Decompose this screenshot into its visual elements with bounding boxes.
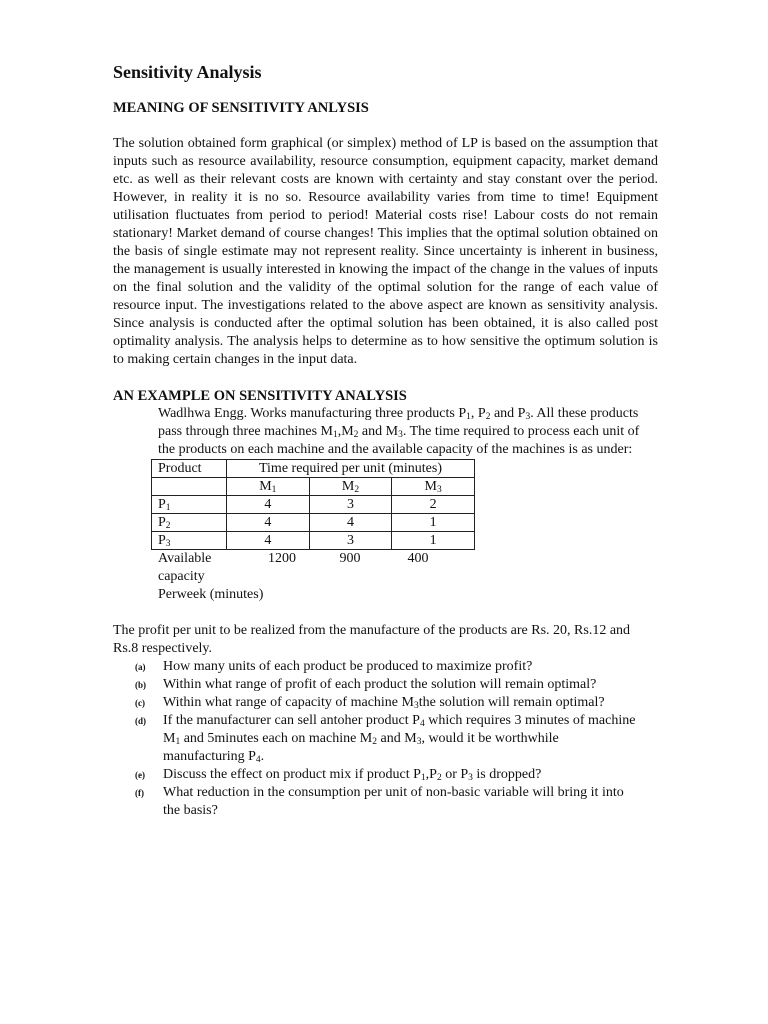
machine-header-cell: $M_1$ [227, 478, 310, 496]
table-row [152, 496, 475, 514]
table-cell: 4 [227, 514, 310, 532]
question-text: What reduction in the consumption per unit of non-basic variable will bring it into the basis? [163, 785, 624, 818]
list-item [113, 694, 658, 712]
product-cell: $P_2$ [152, 514, 227, 532]
list-marker: (d) [135, 716, 146, 726]
list-marker: (f) [135, 788, 144, 798]
time-header-cell: Time required per unit (minutes) [227, 460, 475, 478]
example-intro-paragraph: Wadlhwa Engg. Works manufacturing three products $P_1$, $P_2$ and $P_3$. All these products pass through three machines $M_1,M_2$ and $M_3$. The time required to process each unit of the products on each machine and the available capacity of the machines is as under: [158, 406, 640, 457]
list-item [113, 658, 658, 676]
profit-paragraph: The profit per unit to be realized from the manufacture of the products are Rs. 20, Rs.12 and Rs.8 respectively. [113, 623, 631, 656]
product-cell: $P_1$ [152, 496, 227, 514]
table-header-row [152, 460, 475, 478]
table-cell: 1 [392, 532, 475, 550]
table-cell: 4 [309, 514, 392, 532]
question-text: How many units of each product be produced to maximize profit? [163, 659, 533, 674]
available-value-m2: 900 [339, 551, 361, 566]
table-row [152, 514, 475, 532]
list-item [113, 766, 658, 784]
capacity-label: capacity [158, 569, 205, 584]
product-header-cell: Product [152, 460, 227, 478]
list-item [113, 784, 658, 820]
list-marker: (a) [135, 662, 146, 672]
product-cell: $P_3$ [152, 532, 227, 550]
list-item [113, 676, 658, 694]
machine-header-cell: $M_3$ [392, 478, 475, 496]
question-text: If the manufacturer can sell antoher product $P_4$ which requires 3 minutes of machine $M_1$ and 5minutes each on machine $M_2$ and $M_3$, would it be worthwhile manufacturing $P_4$. [163, 713, 636, 765]
table-cell: 1 [392, 514, 475, 532]
table-cell-empty [152, 478, 227, 496]
table-cell: 4 [227, 496, 310, 514]
question-text: Within what range of capacity of machine $M_3the$ solution will remain optimal? [163, 695, 605, 711]
example-heading: AN EXAMPLE ON SENSITIVITY ANALYSIS [113, 388, 407, 404]
document-page [113, 60, 658, 820]
available-label: Available [158, 551, 212, 566]
meaning-paragraph: The solution obtained form graphical (or simplex) method of LP is based on the assumption that inputs such as resource availability, resource consumption, equipment capacity, market demand etc. as well as their relevant costs are known with certainty and stay constant over the period. However, in reality it is no so. Resource availability varies from time to time! Equipment utilisation fluctuates from period to period! Material costs rise! Labour costs do not remain stationary! Market demand of course changes! This implies that the optimal solution obtained on the basis of single estimate may not represent reality. Since uncertainty is inherent in business, the management is usually interested in knowing the impact of the change in the values of inputs on the final solution and the validity of the optimal solution for the range of each value of resource input. The investigations related to the above aspect are known as sensitivity analysis. Since analysis is conducted after the optimal solution has been obtained, it is also called post optimality analysis. The analysis helps to determine as to how sensitive the optimum solution is to making certain changes in the input data. [113, 136, 658, 367]
list-marker: (e) [135, 770, 145, 780]
question-text: Discuss the effect on product mix if product $P_1,P_2$ or $P_3$ is dropped? [163, 767, 542, 783]
table-cell: 3 [309, 496, 392, 514]
machine-header-cell: $M_2$ [309, 478, 392, 496]
table-machine-row [152, 478, 475, 496]
list-marker: (b) [135, 680, 146, 690]
available-capacity-row [158, 550, 458, 568]
list-marker: (c) [135, 698, 145, 708]
table-cell: 2 [392, 496, 475, 514]
perweek-label: Perweek (minutes) [158, 587, 264, 602]
question-text: Within what range of profit of each product the solution will remain optimal? [163, 677, 597, 692]
available-value-m1: 1200 [268, 551, 296, 566]
machine-time-table [151, 459, 475, 550]
meaning-heading: MEANING OF SENSITIVITY ANLYSIS [113, 100, 369, 116]
table-row [152, 532, 475, 550]
table-cell: 3 [309, 532, 392, 550]
list-item [113, 712, 658, 766]
questions-list [113, 658, 658, 820]
available-value-m3: 400 [407, 551, 429, 566]
table-cell: 4 [227, 532, 310, 550]
page-title: Sensitivity Analysis [113, 62, 262, 82]
